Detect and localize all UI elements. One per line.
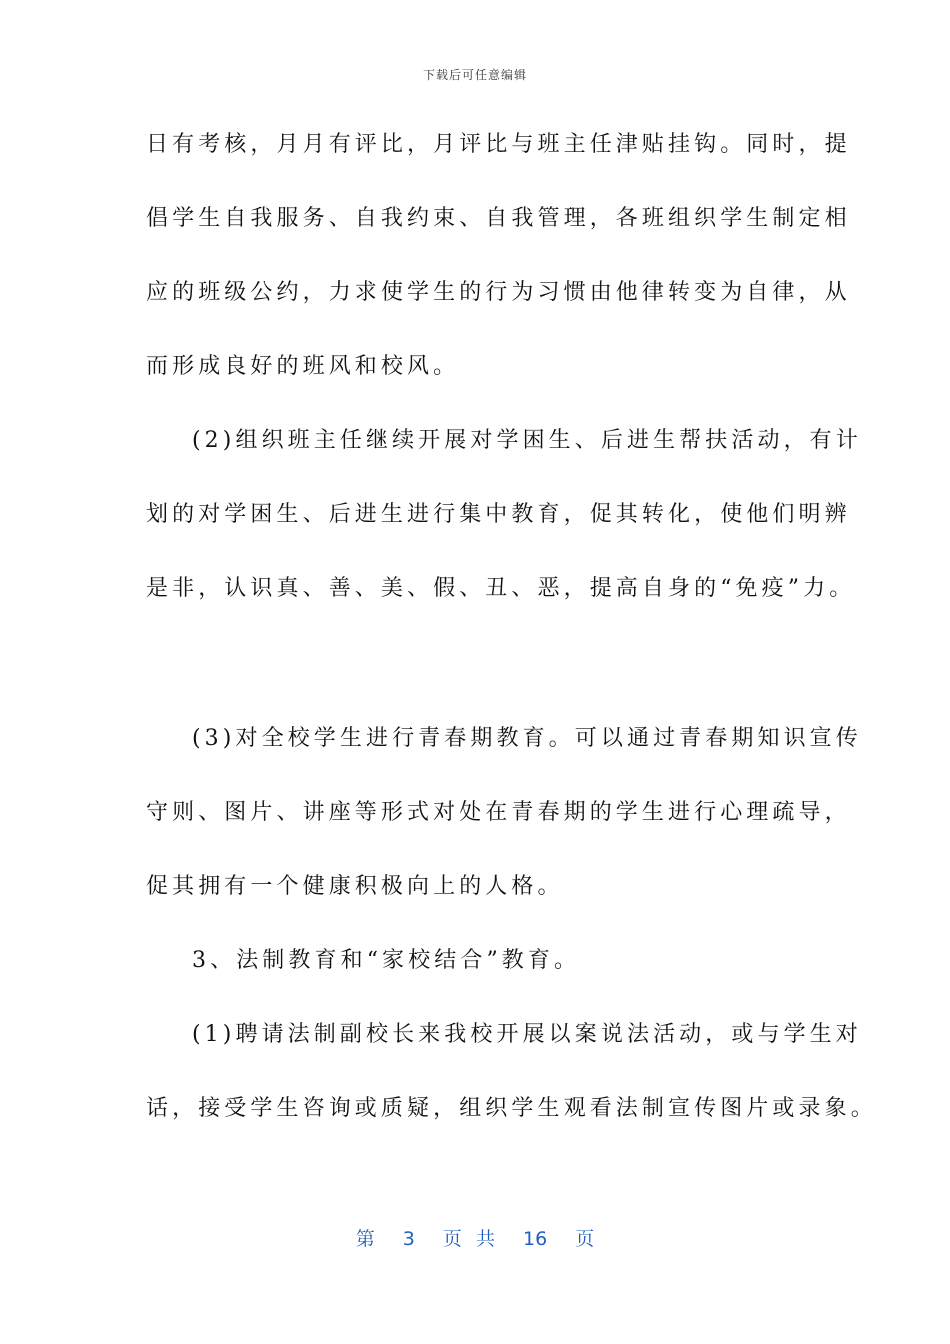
paragraph-2: [146, 418, 862, 640]
text-line: 促其拥有一个健康积极向上的人格。: [146, 874, 564, 899]
paragraph-gap: [146, 640, 826, 716]
footer-prefix: 第: [355, 1228, 375, 1250]
text-line: 守则、图片、讲座等形式对处在青春期的学生进行心理疏导，: [146, 800, 851, 825]
text-line: 是非，认识真、善、美、假、丑、恶，提高自身的“免疫”力。: [146, 576, 856, 601]
text-line: (1)聘请法制副校长来我校开展以案说法活动，或与学生对: [192, 1022, 862, 1047]
text-line: 而形成良好的班风和校风。: [146, 354, 460, 379]
text-line: (2)组织班主任继续开展对学困生、后进生帮扶活动，有计: [192, 428, 862, 453]
text-line: 应的班级公约，力求使学生的行为习惯由他律转变为自律，从: [146, 280, 851, 305]
header-note: 下载后可任意编辑: [422, 68, 527, 82]
page-footer: [0, 1224, 950, 1251]
text-line: (3)对全校学生进行青春期教育。可以通过青春期知识宣传: [192, 726, 862, 751]
footer-suffix: 页: [575, 1228, 595, 1250]
current-page-number: 3: [402, 1228, 415, 1250]
paragraph-4: [146, 938, 826, 1012]
paragraph-3: [146, 716, 862, 938]
document-body: [146, 122, 877, 1160]
paragraph-5: [146, 1012, 877, 1160]
text-line: 倡学生自我服务、自我约束、自我管理，各班组织学生制定相: [146, 206, 851, 231]
section-heading: 3、法制教育和“家校结合”教育。: [192, 948, 581, 973]
text-line: 话，接受学生咨询或质疑，组织学生观看法制宣传图片或录象。: [146, 1096, 877, 1121]
text-line: 日有考核，月月有评比，月评比与班主任津贴挂钩。同时，提: [146, 132, 851, 157]
text-line: 划的对学困生、后进生进行集中教育，促其转化，使他们明辨: [146, 502, 851, 527]
total-pages-number: 16: [523, 1228, 548, 1250]
paragraph-1: [146, 122, 851, 418]
footer-middle: 页 共: [442, 1228, 495, 1250]
